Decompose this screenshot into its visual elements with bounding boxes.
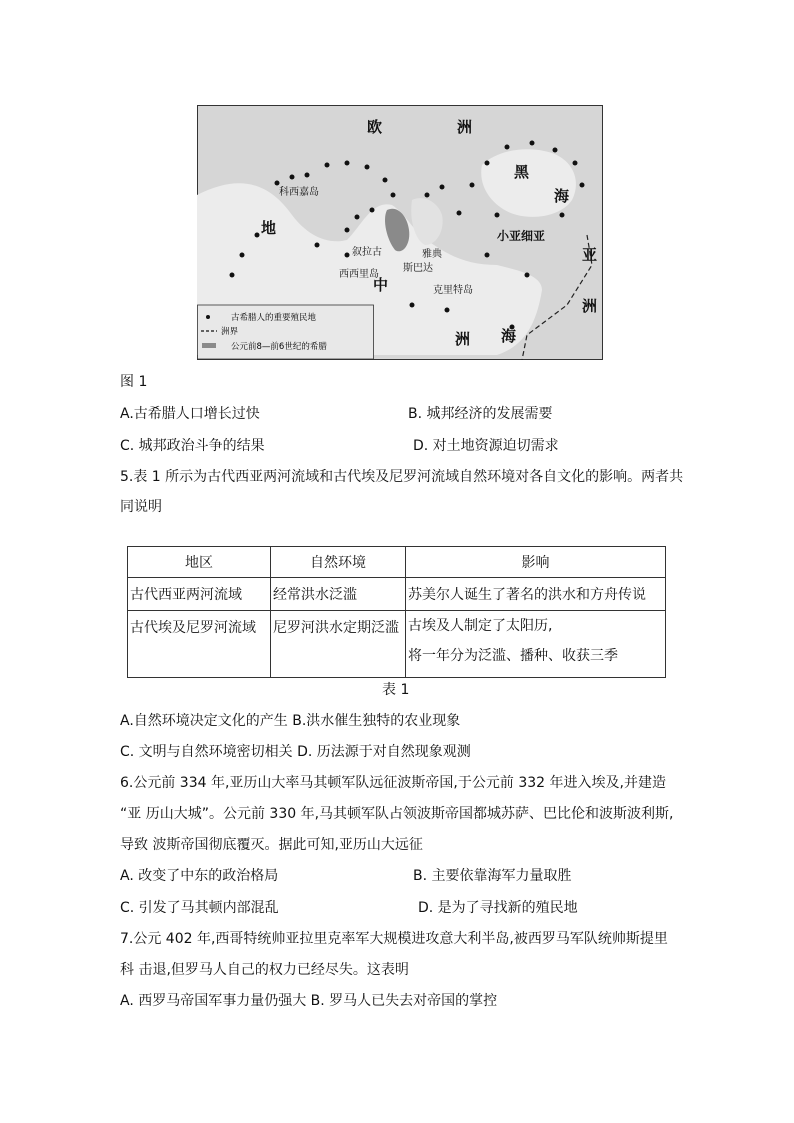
label-black-sea-2: 海 — [554, 187, 570, 205]
label-crete: 克里特岛 — [433, 285, 473, 296]
table-caption: 表 1 — [382, 682, 410, 698]
header-environment: 自然环境 — [271, 547, 406, 578]
q6-stem-line3: 导致 波斯帝国彻底覆灭。据此可知,亚历山大远征 — [120, 837, 423, 853]
table-row — [128, 578, 666, 611]
legend-colony: 古希腊人的重要殖民地 — [231, 313, 317, 323]
q5-stem-line1: 5.表 1 所示为古代西亚两河流域和古代埃及尼罗河流域自然环境对各自文化的影响。两者共 — [120, 469, 684, 485]
q4-option-a: A.古希腊人口增长过快 — [120, 406, 260, 422]
label-athens: 雅典 — [422, 249, 442, 260]
cell-influence — [406, 611, 666, 678]
table-1 — [127, 546, 666, 678]
label-med-2: 中 — [373, 276, 389, 294]
label-black-sea-1: 黑 — [514, 163, 530, 181]
label-asia-2: 洲 — [582, 297, 598, 315]
q5-stem-line2: 同说明 — [120, 499, 162, 515]
cell-environment: 经常洪水泛滥 — [271, 578, 406, 611]
cell-environment: 尼罗河洪水定期泛滥 — [271, 611, 406, 678]
q6-stem-line2: “亚 历山大城”。公元前 330 年,马其顿军队占领波斯帝国都城苏萨、巴比伦和波斯波利斯, — [120, 806, 674, 822]
label-syracuse: 叙拉古 — [352, 247, 382, 258]
label-europe: 欧 — [367, 118, 383, 136]
legend-border: 洲界 — [221, 327, 239, 337]
q7-stem-line1: 7.公元 402 年,西哥特统帅亚拉里克率军大规模进攻意大利半岛,被西罗马军队统帅斯提里 — [120, 931, 668, 947]
q4-option-c: C. 城邦政治斗争的结果 — [120, 438, 265, 454]
header-influence: 影响 — [406, 547, 666, 578]
q6-option-d: D. 是为了寻找新的殖民地 — [418, 900, 578, 916]
q7-stem-line2: 科 击退,但罗马人自己的权力已经尽失。这表明 — [120, 962, 409, 978]
q6-option-b: B. 主要依靠海军力量取胜 — [413, 868, 572, 884]
label-sicily: 西西里岛 — [339, 269, 379, 280]
label-europe-2: 洲 — [457, 118, 473, 136]
header-region: 地区 — [128, 547, 271, 578]
label-africa-2: 洲 — [455, 330, 471, 348]
cell-region: 古代西亚两河流域 — [128, 578, 271, 611]
q5-options-cd: C. 文明与自然环境密切相关 D. 历法源于对自然现象观测 — [120, 744, 471, 760]
cell-influence-line1: 古埃及人制定了太阳历, — [408, 618, 553, 634]
ancient-greek-colonies-map — [197, 105, 603, 360]
label-asia-1: 亚 — [582, 246, 598, 264]
cell-region: 古代埃及尼罗河流域 — [128, 611, 271, 678]
q7-options-ab: A. 西罗马帝国军事力量仍强大 B. 罗马人已失去对帝国的掌控 — [120, 993, 498, 1009]
label-corsica: 科西嘉岛 — [279, 187, 319, 198]
legend-greece: 公元前8—前6世纪的希腊 — [231, 342, 327, 352]
cell-influence-line2: 将一年分为泛滥、播种、收获三季 — [408, 648, 618, 664]
q4-option-b: B. 城邦经济的发展需要 — [408, 406, 553, 422]
q6-option-c: C. 引发了马其顿内部混乱 — [120, 900, 279, 916]
table-row — [128, 611, 666, 678]
q4-option-d: D. 对土地资源迫切需求 — [413, 438, 559, 454]
q6-option-a: A. 改变了中东的政治格局 — [120, 868, 279, 884]
figure-caption: 图 1 — [120, 374, 148, 390]
label-med-3: 海 — [501, 327, 517, 345]
label-med-1: 地 — [261, 219, 277, 237]
q6-stem-line1: 6.公元前 334 年,亚历山大率马其顿军队远征波斯帝国,于公元前 332 年进入埃及,并建造 — [120, 775, 666, 791]
map-legend — [198, 305, 374, 359]
table-header-row — [128, 547, 666, 578]
label-asia-minor: 小亚细亚 — [497, 229, 546, 243]
q5-options-ab: A.自然环境决定文化的产生 B.洪水催生独特的农业现象 — [120, 713, 461, 729]
label-sparta: 斯巴达 — [403, 263, 433, 274]
cell-influence: 苏美尔人诞生了著名的洪水和方舟传说 — [406, 578, 666, 611]
